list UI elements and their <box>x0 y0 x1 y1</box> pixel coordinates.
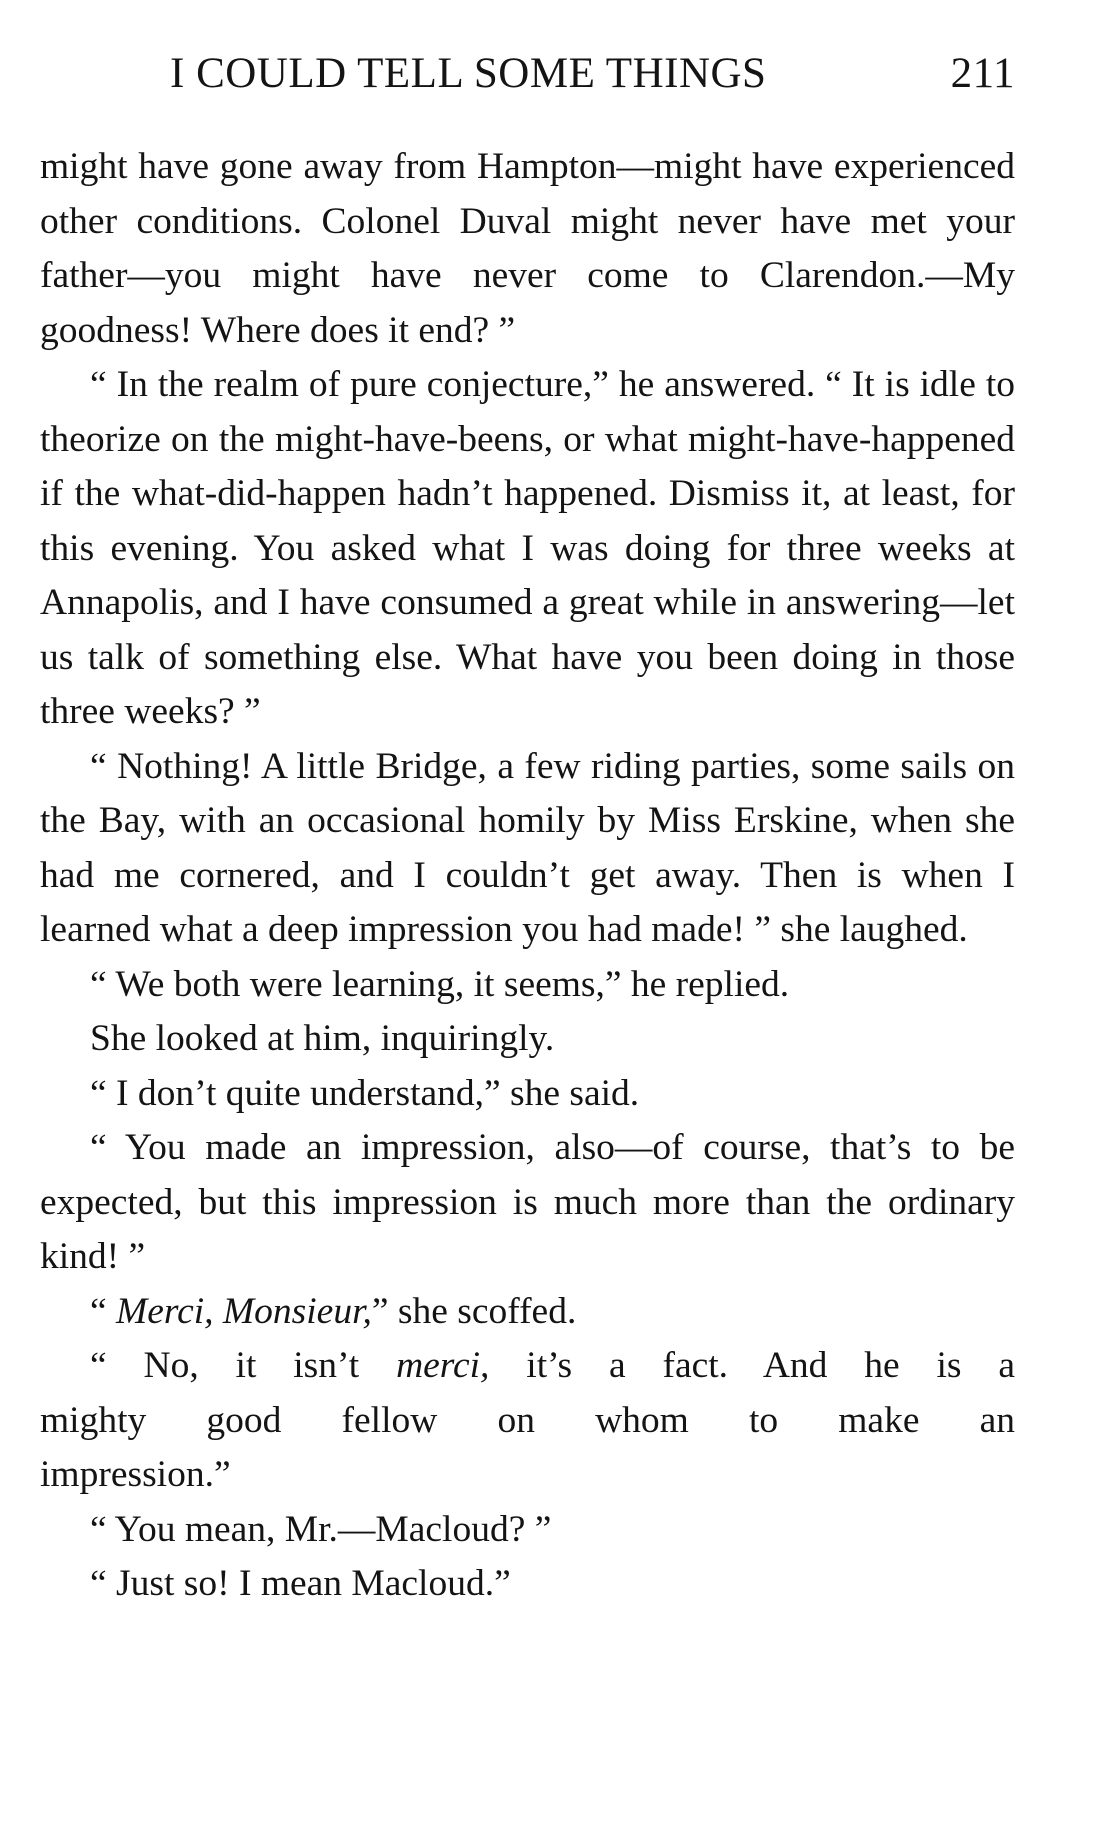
paragraph: might have gone away from Hampton—might have experienced other conditions. Colonel Duval might never have met your father—you might have never come to Clarendon.—My goodness! Where does it end? ” <box>40 146 1015 351</box>
paragraph-line <box>40 1339 1015 1394</box>
paragraph: “ You mean, Mr.—Macloud? ” <box>90 1508 552 1550</box>
paragraph: “ You made an impression, also—of course, that’s to be expected, but this impression is much more than the ordinary kind! ” <box>40 1127 1015 1277</box>
paragraph-rest: ” she scoffed. <box>371 1290 577 1332</box>
paragraph-rest: it’s a fact. And he is a <box>489 1345 1015 1386</box>
body-text <box>40 140 1015 1612</box>
running-head <box>170 44 1015 104</box>
open-quote: “ <box>90 1290 117 1332</box>
paragraph-line: impression.” <box>40 1454 231 1495</box>
paragraph: “ In the realm of pure conjecture,” he answered. “ It is idle to theorize on the might-have-beens, or what might-have-happened if the what-did-happen hadn’t happened. Dismiss it, at least, for this evening. You asked what I was doing for three weeks at Annapolis, and I have consumed a great while in answering—let us talk of something else. What have you been doing in those three weeks? ” <box>40 364 1015 732</box>
paragraph: “ Nothing! A little Bridge, a few riding parties, some sails on the Bay, with an occasional homily by Miss Erskine, when she had me cornered, and I couldn’t get away. Then is when I learned what a deep impression you had made! ” she laughed. <box>40 745 1015 950</box>
running-head-title: I COULD TELL SOME THINGS <box>170 50 767 97</box>
italic-word: merci, <box>396 1345 490 1386</box>
paragraph: “ Just so! I mean Macloud.” <box>90 1563 511 1604</box>
page-number: 211 <box>950 50 1015 97</box>
paragraph <box>40 1339 1015 1503</box>
paragraph: “ We both were learning, it seems,” he replied. <box>90 963 790 1005</box>
paragraph-open: “ No, it isn’t <box>90 1345 397 1386</box>
paragraph-line: mighty good fellow on whom to make an <box>40 1399 1015 1441</box>
italic-phrase: Merci, Monsieur, <box>116 1290 372 1332</box>
paragraph <box>40 1285 1015 1340</box>
paragraph: “ I don’t quite understand,” she said. <box>90 1072 640 1114</box>
paragraph: She looked at him, inquiringly. <box>90 1018 555 1059</box>
